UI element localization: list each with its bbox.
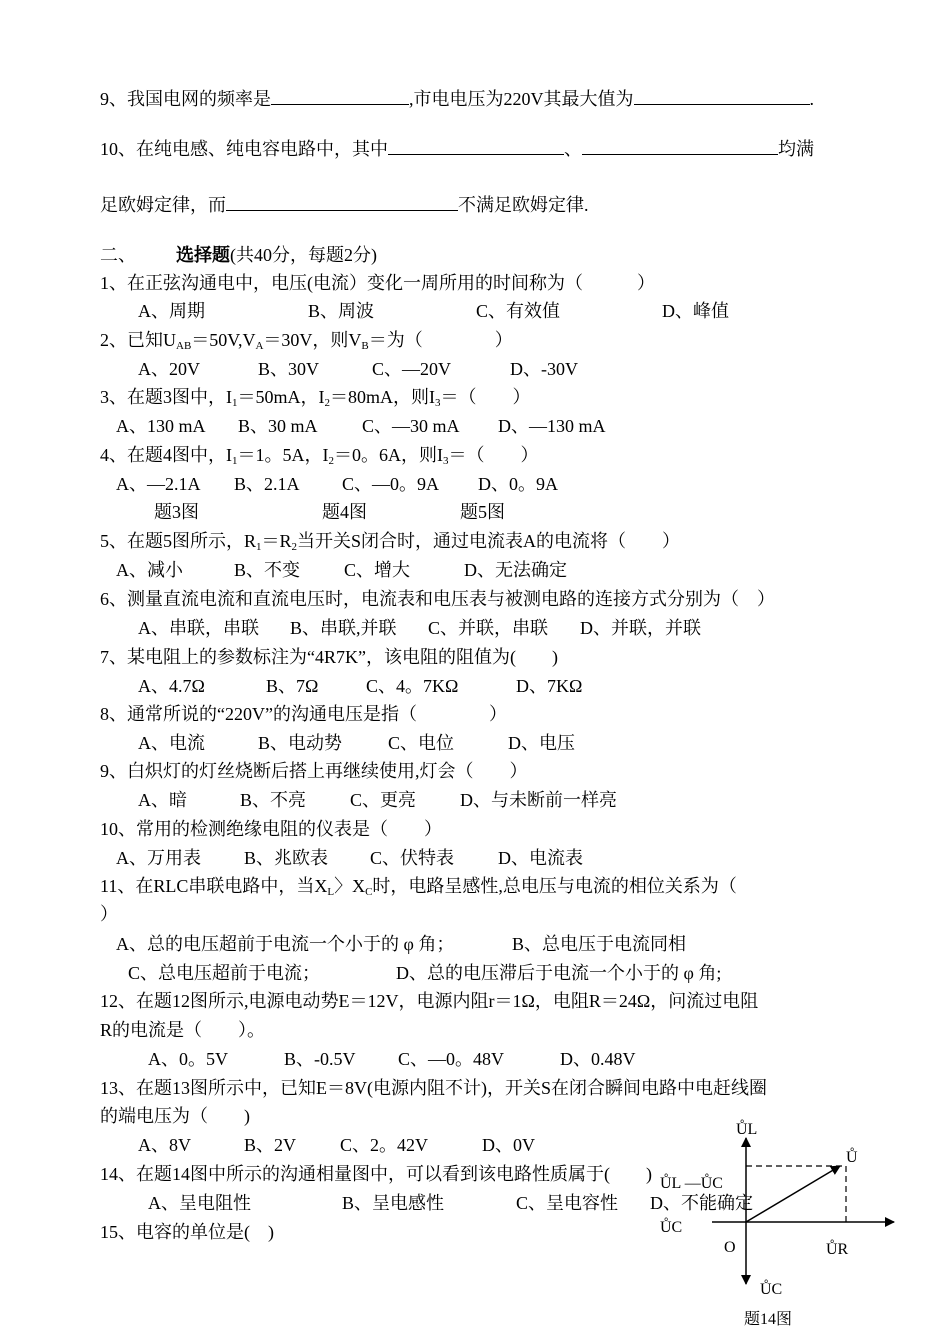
q5-sub: 1 bbox=[256, 541, 262, 553]
label-uc-mid: ŮC bbox=[660, 1219, 683, 1236]
question-12: 12、在题12图所示,电源电动势E＝12V，电源内阻r＝1Ω，电阻R＝24Ω，问流过电阻 bbox=[100, 991, 759, 1011]
q4-sub: 3 bbox=[443, 455, 449, 467]
phasor-diagram bbox=[660, 1108, 920, 1342]
label-uc-bottom: ŮC bbox=[760, 1281, 783, 1298]
question-9: 9、白炽灯的灯丝烧断后搭上再继续使用,灯会（ ） bbox=[100, 761, 528, 781]
q11-part: 时，电路呈感性,总电压与电流的相位关系为（ bbox=[372, 876, 737, 896]
fill-q9 bbox=[100, 86, 814, 110]
q10-text-d: 足欧姆定律，而 bbox=[100, 195, 226, 215]
option-b[interactable]: B、总电压于电流同相 bbox=[512, 934, 687, 954]
question-13: 13、在题13图所示中，已知E＝8V(电源内阻不计)，开关S在闭合瞬间电路中电赶线圈 bbox=[100, 1078, 767, 1098]
question-6: 6、测量直流电流和直流电压时，电流表和电压表与被测电路的连接方式分别为（ ） bbox=[100, 589, 775, 609]
option-a[interactable]: A、暗 bbox=[138, 790, 187, 810]
q4-sub: 2 bbox=[328, 455, 334, 467]
question-10: 10、常用的检测绝缘电阻的仪表是（ ） bbox=[100, 819, 442, 839]
label-u: Ů bbox=[846, 1149, 858, 1166]
option-d[interactable]: D、电压 bbox=[508, 733, 575, 753]
u-arrow bbox=[746, 1166, 840, 1222]
option-b[interactable]: B、7Ω bbox=[266, 676, 319, 696]
q10-text-e: 不满足欧姆定律. bbox=[458, 195, 589, 215]
q3-part: ＝（ ） bbox=[440, 387, 531, 407]
option-b[interactable]: B、2.1A bbox=[234, 474, 300, 494]
q5-part: ＝R bbox=[261, 531, 292, 551]
answer-blank[interactable] bbox=[634, 86, 810, 105]
question-7: 7、某电阻上的参数标注为“4R7K”，该电阻的阻值为( ) bbox=[100, 647, 558, 667]
option-b[interactable]: B、不变 bbox=[234, 560, 301, 580]
option-b[interactable]: B、周波 bbox=[308, 301, 375, 321]
option-b[interactable]: B、2V bbox=[244, 1135, 297, 1155]
option-c[interactable]: C、更亮 bbox=[350, 790, 417, 810]
label-ul: ŮL bbox=[736, 1121, 758, 1138]
question-13-line2: 的端电压为（ ) bbox=[100, 1106, 250, 1126]
option-a[interactable]: A、减小 bbox=[116, 560, 183, 580]
option-d[interactable]: D、—130 mA bbox=[498, 416, 606, 436]
q2-sub: B bbox=[361, 340, 369, 352]
option-a[interactable]: A、0。5V bbox=[148, 1049, 228, 1069]
q2-part: ＝30V，则V bbox=[263, 330, 362, 350]
label-ur: ŮR bbox=[826, 1241, 849, 1258]
q10-text-a: 10、在纯电感、纯电容电路中，其中 bbox=[100, 139, 388, 159]
question-11-line2: ） bbox=[100, 904, 118, 924]
q10-text-b: 、 bbox=[564, 139, 582, 159]
q3-sub: 2 bbox=[324, 397, 330, 409]
option-d[interactable]: D、不能确定 bbox=[650, 1193, 753, 1213]
option-a[interactable]: A、20V bbox=[138, 359, 200, 379]
option-c[interactable]: C、2。42V bbox=[340, 1135, 429, 1155]
option-b[interactable]: B、串联,并联 bbox=[290, 618, 397, 638]
option-c[interactable]: C、并联，串联 bbox=[428, 618, 549, 638]
option-b[interactable]: B、兆欧表 bbox=[244, 848, 329, 868]
question-8: 8、通常所说的“220V”的沟通电压是指（ ） bbox=[100, 704, 507, 724]
q2-part: ＝50V,V bbox=[191, 330, 256, 350]
answer-blank[interactable] bbox=[271, 86, 409, 105]
option-c[interactable]: C、增大 bbox=[344, 560, 411, 580]
option-c[interactable]: C、—0。9A bbox=[342, 474, 440, 494]
q11-sub: L bbox=[327, 886, 335, 898]
option-d[interactable]: D、7KΩ bbox=[516, 676, 583, 696]
q3-part: 3、在题3图中，I bbox=[100, 387, 232, 407]
q11-sub: C bbox=[365, 886, 373, 898]
diagram-caption: 题14图 bbox=[744, 1311, 793, 1328]
option-c[interactable]: C、伏特表 bbox=[370, 848, 455, 868]
section-number: 二、 bbox=[100, 245, 136, 265]
q4-sub: 1 bbox=[232, 455, 238, 467]
option-a[interactable]: A、串联，串联 bbox=[138, 618, 259, 638]
fill-q10-line2 bbox=[100, 192, 589, 216]
option-c[interactable]: C、有效值 bbox=[476, 301, 561, 321]
option-a[interactable]: A、130 mA bbox=[116, 416, 206, 436]
option-c[interactable]: C、4。7KΩ bbox=[366, 676, 459, 696]
question-15: 15、电容的单位是( ) bbox=[100, 1222, 274, 1242]
option-d[interactable]: D、0.48V bbox=[560, 1049, 636, 1069]
q5-sub: 2 bbox=[291, 541, 298, 553]
q3-sub: 3 bbox=[435, 397, 441, 409]
label-origin: O bbox=[724, 1239, 736, 1256]
option-a[interactable]: A、呈电阻性 bbox=[148, 1193, 251, 1213]
q2-part: 2、已知U bbox=[100, 330, 176, 350]
figure-caption: 题4图 bbox=[322, 502, 367, 522]
option-b[interactable]: B、30V bbox=[258, 359, 320, 379]
q2-sub: A bbox=[255, 340, 264, 352]
option-d[interactable]: D、0V bbox=[482, 1135, 535, 1155]
figure-caption: 题3图 bbox=[154, 502, 199, 522]
q5-part: 当开关S闭合时，通过电流表A的电流将（ ） bbox=[297, 531, 681, 551]
q3-part: ＝80mA，则I bbox=[330, 387, 435, 407]
q11-part: 〉X bbox=[334, 876, 366, 896]
option-c[interactable]: C、—0。48V bbox=[398, 1049, 505, 1069]
q9-text-a: 9、我国电网的频率是 bbox=[100, 89, 271, 109]
option-d[interactable]: D、总的电压滞后于电流一个小于的 φ 角; bbox=[396, 963, 722, 983]
q9-text-c: . bbox=[809, 89, 814, 109]
question-5 bbox=[100, 530, 680, 558]
figure-caption: 题5图 bbox=[460, 502, 505, 522]
option-c[interactable]: C、—30 mA bbox=[362, 416, 460, 436]
q3-part: ＝50mA，I bbox=[237, 387, 325, 407]
option-b[interactable]: B、电动势 bbox=[258, 733, 343, 753]
option-a[interactable]: A、8V bbox=[138, 1135, 191, 1155]
option-c[interactable]: C、总电压超前于电流； bbox=[128, 963, 321, 983]
option-d[interactable]: D、0。9A bbox=[478, 474, 558, 494]
option-d[interactable]: D、-30V bbox=[510, 359, 578, 379]
q9-text-b: ,市电电压为220V其最大值为 bbox=[409, 89, 634, 109]
question-3 bbox=[100, 386, 531, 414]
question-14: 14、在题14图中所示的沟通相量图中，可以看到该电路性质属于( ) bbox=[100, 1164, 652, 1184]
q4-part: ＝（ ） bbox=[448, 445, 539, 465]
q10-text-c: 均满 bbox=[778, 139, 814, 159]
section-note: (共40分，每题2分) bbox=[230, 245, 377, 265]
question-4 bbox=[100, 444, 539, 472]
q4-part: 4、在题4图中，I bbox=[100, 445, 232, 465]
answer-blank[interactable] bbox=[226, 192, 458, 211]
label-ul-uc: ŮL —ŮC bbox=[660, 1175, 723, 1192]
q2-sub: AB bbox=[176, 340, 192, 352]
option-b[interactable]: B、-0.5V bbox=[284, 1049, 356, 1069]
q11-part: 11、在RLC串联电路中，当X bbox=[100, 876, 328, 896]
question-2 bbox=[100, 329, 513, 357]
q4-part: ＝1。5A，I bbox=[237, 445, 329, 465]
option-d[interactable]: D、无法确定 bbox=[464, 560, 567, 580]
option-a[interactable]: A、4.7Ω bbox=[138, 676, 205, 696]
question-1: 1、在正弦沟通电中，电压(电流）变化一周所用的时间称为（ ） bbox=[100, 273, 655, 293]
option-a[interactable]: A、—2.1A bbox=[116, 474, 201, 494]
question-11 bbox=[100, 875, 737, 903]
option-d[interactable]: D、电流表 bbox=[498, 848, 583, 868]
answer-blank[interactable] bbox=[582, 136, 778, 155]
option-c[interactable]: C、—20V bbox=[372, 359, 452, 379]
q5-part: 5、在题5图所示，R bbox=[100, 531, 257, 551]
q4-part: ＝0。6A，则I bbox=[334, 445, 443, 465]
option-b[interactable]: B、呈电感性 bbox=[342, 1193, 445, 1213]
option-b[interactable]: B、30 mA bbox=[238, 416, 318, 436]
section-title: 选择题 bbox=[176, 245, 230, 265]
option-d[interactable]: D、峰值 bbox=[662, 301, 729, 321]
q2-part: ＝为（ ） bbox=[368, 330, 513, 350]
option-b[interactable]: B、不亮 bbox=[240, 790, 307, 810]
option-d[interactable]: D、并联，并联 bbox=[580, 618, 701, 638]
option-a[interactable]: A、周期 bbox=[138, 301, 205, 321]
option-a[interactable]: A、电流 bbox=[138, 733, 205, 753]
option-c[interactable]: C、电位 bbox=[388, 733, 455, 753]
answer-blank[interactable] bbox=[388, 136, 564, 155]
fill-q10-line1 bbox=[100, 136, 814, 160]
option-a[interactable]: A、总的电压超前于电流一个小于的 φ 角； bbox=[116, 934, 455, 954]
question-12-line2: R的电流是（ ）。 bbox=[100, 1020, 266, 1040]
option-d[interactable]: D、与未断前一样亮 bbox=[460, 790, 617, 810]
option-a[interactable]: A、万用表 bbox=[116, 848, 201, 868]
q3-sub: 1 bbox=[232, 397, 238, 409]
option-c[interactable]: C、呈电容性 bbox=[516, 1193, 619, 1213]
section-heading bbox=[100, 244, 377, 266]
